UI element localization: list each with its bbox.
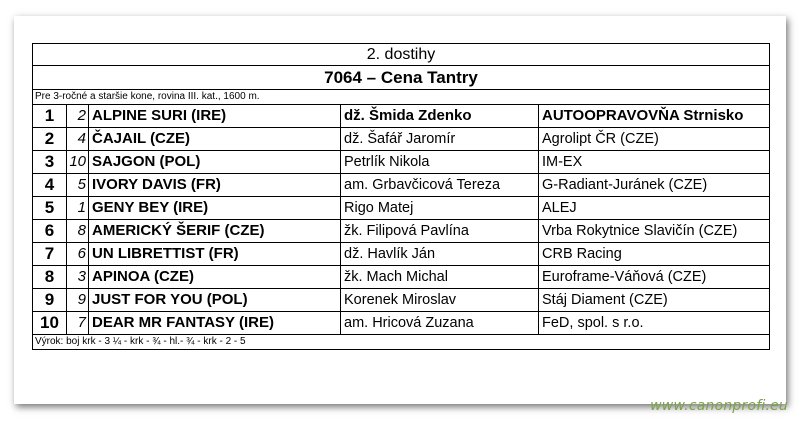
jockey-cell: Rigo Matej (340, 197, 538, 219)
result-row (33, 151, 769, 174)
jockey-cell: dž. Šafář Jaromír (340, 128, 538, 150)
owner-cell: G-Radiant-Juránek (CZE) (538, 174, 769, 196)
place-cell: 4 (44, 175, 55, 194)
horse-name-cell: JUST FOR YOU (POL) (88, 289, 340, 311)
horse-name-cell: GENY BEY (IRE) (88, 197, 340, 219)
start-number-cell: 1 (66, 197, 88, 219)
owner-cell: Stáj Diament (CZE) (538, 289, 769, 311)
owner-cell: FeD, spol. s r.o. (538, 312, 769, 334)
place-cell: 5 (44, 198, 55, 217)
owner-cell: AUTOOPRAVOVŇA Strnisko (538, 105, 769, 127)
jockey-cell: žk. Mach Michal (340, 266, 538, 288)
place-cell: 6 (44, 221, 55, 240)
start-number-cell: 9 (66, 289, 88, 311)
horse-name-cell: APINOA (CZE) (88, 266, 340, 288)
result-row (33, 220, 769, 243)
result-row (33, 128, 769, 151)
place-cell: 2 (44, 129, 55, 148)
result-row (33, 289, 769, 312)
result-row (33, 174, 769, 197)
place-cell: 1 (44, 106, 55, 125)
horse-name-cell: ČAJAIL (CZE) (88, 128, 340, 150)
start-number-cell: 8 (66, 220, 88, 242)
margins-text: Výrok: boj krk - 3 ¼ - krk - ¾ - hl.- ¾ - krk - 2 - 5 (33, 335, 769, 350)
owner-cell: CRB Racing (538, 243, 769, 265)
horse-name-cell: IVORY DAVIS (FR) (88, 174, 340, 196)
result-row (33, 197, 769, 220)
start-number-cell: 2 (66, 105, 88, 127)
owner-cell: Vrba Rokytnice Slavičín (CZE) (538, 220, 769, 242)
result-row (33, 105, 769, 128)
result-row (33, 266, 769, 289)
results-table (32, 43, 770, 350)
jockey-cell: Korenek Miroslav (340, 289, 538, 311)
start-number-cell: 5 (66, 174, 88, 196)
place-cell: 9 (44, 290, 55, 309)
horse-name-cell: AMERICKÝ ŠERIF (CZE) (88, 220, 340, 242)
jockey-cell: Petrlík Nikola (340, 151, 538, 173)
jockey-cell: am. Hricová Zuzana (340, 312, 538, 334)
result-row (33, 312, 769, 335)
owner-cell: ALEJ (538, 197, 769, 219)
race-name: 7064 – Cena Tantry (33, 66, 769, 90)
race-conditions: Pre 3-ročné a staršie kone, rovina III. kat., 1600 m. (33, 90, 769, 105)
results-card (14, 16, 786, 404)
owner-cell: Agrolipt ČR (CZE) (538, 128, 769, 150)
horse-name-cell: DEAR MR FANTASY (IRE) (88, 312, 340, 334)
result-row (33, 243, 769, 266)
place-cell: 3 (44, 152, 55, 171)
place-cell: 8 (44, 267, 55, 286)
owner-cell: Euroframe-Váňová (CZE) (538, 266, 769, 288)
horse-name-cell: SAJGON (POL) (88, 151, 340, 173)
jockey-cell: dž. Šmida Zdenko (340, 105, 538, 127)
start-number-cell: 7 (66, 312, 88, 334)
jockey-cell: dž. Havlík Ján (340, 243, 538, 265)
start-number-cell: 10 (66, 151, 88, 173)
place-cell: 7 (44, 244, 55, 263)
owner-cell: IM-EX (538, 151, 769, 173)
results-rows (33, 105, 769, 335)
start-number-cell: 3 (66, 266, 88, 288)
horse-name-cell: UN LIBRETTIST (FR) (88, 243, 340, 265)
horse-name-cell: ALPINE SURI (IRE) (88, 105, 340, 127)
watermark: www.canonprofi.eu (650, 398, 788, 414)
place-cell: 10 (40, 313, 59, 332)
start-number-cell: 6 (66, 243, 88, 265)
jockey-cell: am. Grbavčicová Tereza (340, 174, 538, 196)
race-number-title: 2. dostihy (33, 44, 769, 66)
start-number-cell: 4 (66, 128, 88, 150)
jockey-cell: žk. Filipová Pavlína (340, 220, 538, 242)
